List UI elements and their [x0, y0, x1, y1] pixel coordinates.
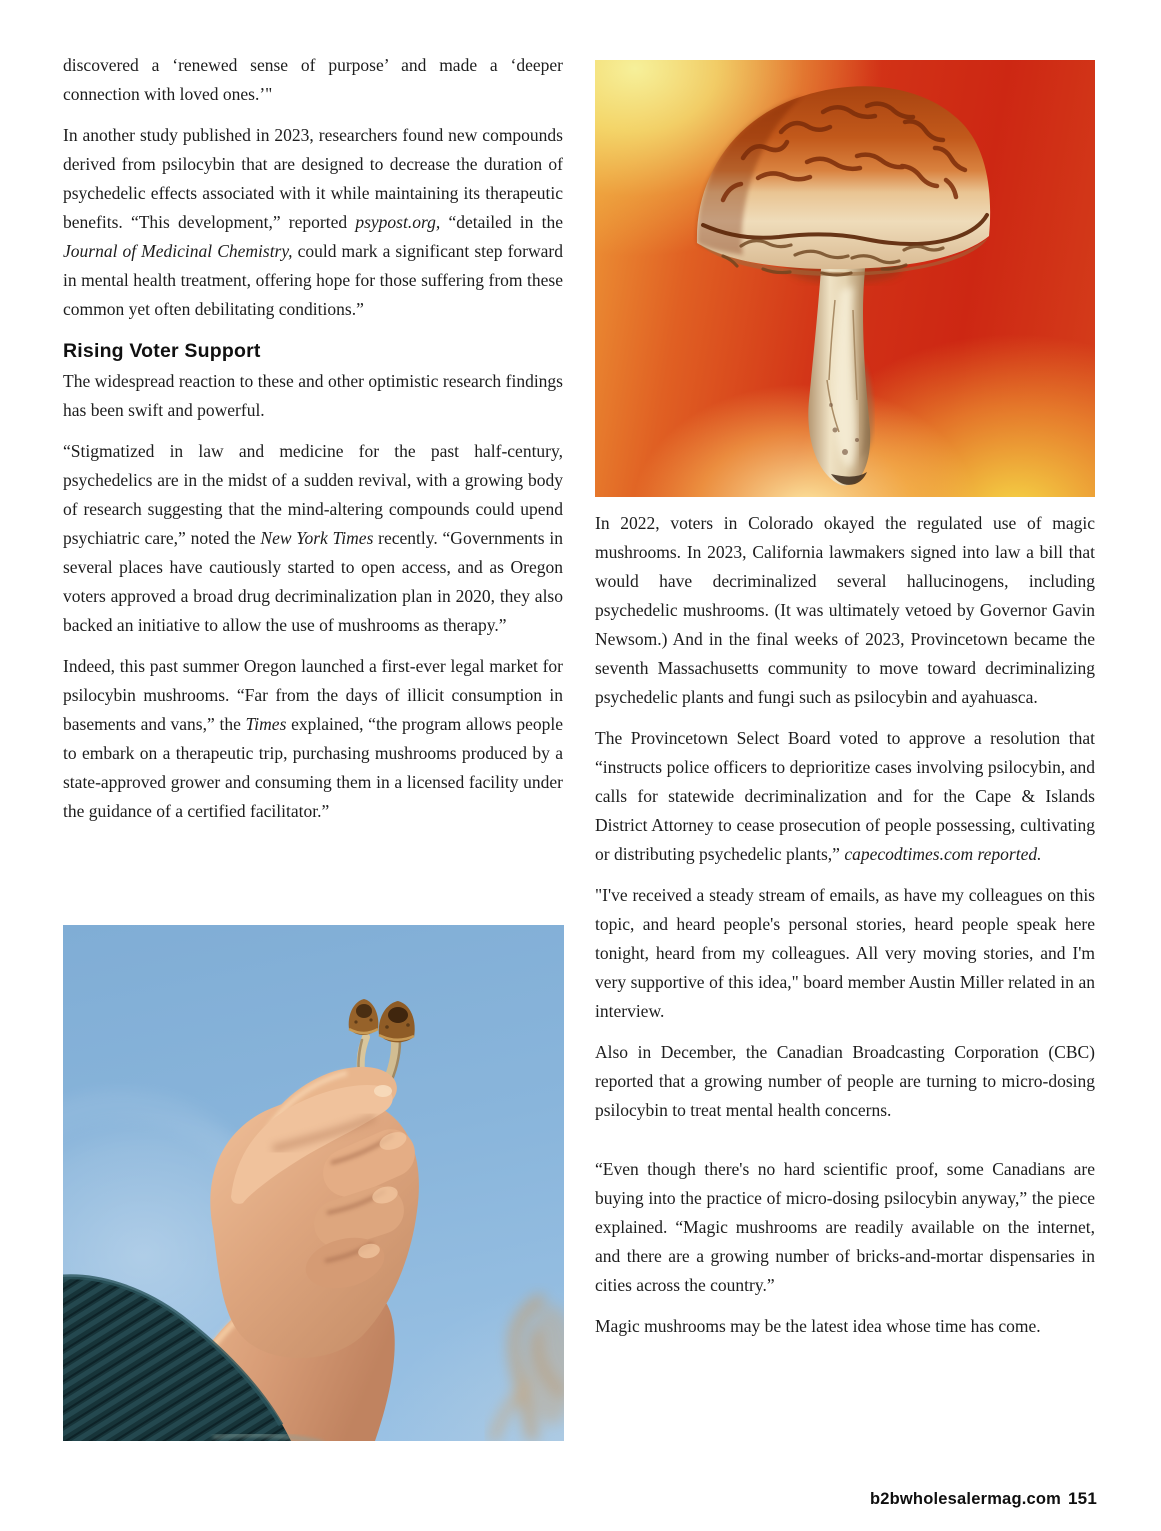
section-heading: Rising Voter Support: [63, 340, 261, 362]
paragraph: In another study published in 2023, researchers found new compounds derived from psilocybin that are designed to decrease the duration of psychedelic effects associated with it while maintaining its therapeutic benefits. “This development,” reported psypost.org, “detailed in the Journal of Medicinal Chemistry, could mark a significant step forward in mental health treatment, offering hope for those suffering from these common yet often debilitating conditions.”: [63, 125, 563, 319]
paragraph: In 2022, voters in Colorado okayed the regulated use of magic mushrooms. In 2023, California lawmakers signed into law a bill that would have decriminalized several hallucinogens, including psychedelic mushrooms. (It was ultimately vetoed by Governor Gavin Newsom.) And in the final weeks of 2023, Provincetown became the seventh Massachusetts community to move toward decriminalizing psychedelic plants and fungi such as psilocybin and ayahuasca.: [595, 513, 1095, 707]
mushroom-stem: [808, 255, 873, 485]
paragraph: discovered a ‘renewed sense of purpose’ and made a ‘deeper connection with loved ones.’": [63, 55, 563, 104]
left-column: [63, 51, 563, 838]
page-number: 151: [1068, 1489, 1097, 1508]
hand-mushrooms-illustration: [63, 925, 564, 1441]
paragraph: The widespread reaction to these and other optimistic research findings has been swift and powerful.: [63, 371, 563, 420]
hand-holding-mushrooms-photo: [63, 925, 564, 1441]
footer-site-url: b2bwholesalermag.com: [869, 1490, 1062, 1508]
blurred-branches: [493, 1297, 564, 1441]
brain-cap: [697, 86, 990, 276]
paragraph: Also in December, the Canadian Broadcasting Corporation (CBC) reported that a growing number of people are turning to micro-dosing psilocybin to treat mental health concerns.: [595, 1042, 1095, 1120]
brain-mushroom-photo: [595, 60, 1095, 497]
brain-mushroom-illustration: [595, 60, 1095, 497]
paragraph: “Stigmatized in law and medicine for the past half-century, psychedelics are in the midst of a sudden revival, with a growing body of research suggesting that the mind-altering compounds could upend psychiatric care,” noted the New York Times recently. “Governments in several places have cautiously started to open access, and as Oregon voters approved a broad drug decriminalization plan in 2020, they also backed an initiative to allow the use of mushrooms as therapy.”: [63, 441, 563, 635]
page-footer: [870, 1489, 1097, 1509]
paragraph: Magic mushrooms may be the latest idea whose time has come.: [595, 1316, 1041, 1336]
paragraph: The Provincetown Select Board voted to approve a resolution that “instructs police officers to deprioritize cases involving psilocybin, and calls for statewide decriminalization and for the Cape & Islands District Attorney to cease prosecution of people possessing, cultivating or distributing psychedelic plants,” capecodtimes.com reported.: [595, 728, 1095, 864]
paragraph: "I've received a steady stream of emails, as have my colleagues on this topic, and heard people's personal stories, heard people speak here tonight, heard from my colleagues. All very moving stories, and I'm very supportive of this idea," board member Austin Miller related in an interview.: [595, 885, 1095, 1021]
right-column: [595, 509, 1095, 1353]
paragraph: “Even though there's no hard scientific proof, some Canadians are buying into the practice of micro-dosing psilocybin anyway,” the piece explained. “Magic mushrooms are readily available on the internet, and there are a growing number of bricks-and-mortar dispensaries in cities across the country.”: [595, 1159, 1095, 1295]
small-mushroom-caps: [349, 999, 415, 1042]
paragraph: Indeed, this past summer Oregon launched a first-ever legal market for psilocybin mushrooms. “Far from the days of illicit consumption in basements and vans,” the Times explained, “the program allows people to embark on a therapeutic trip, purchasing mushrooms produced by a state-approved grower and consuming them in a licensed facility under the guidance of a certified facilitator.”: [63, 656, 564, 821]
